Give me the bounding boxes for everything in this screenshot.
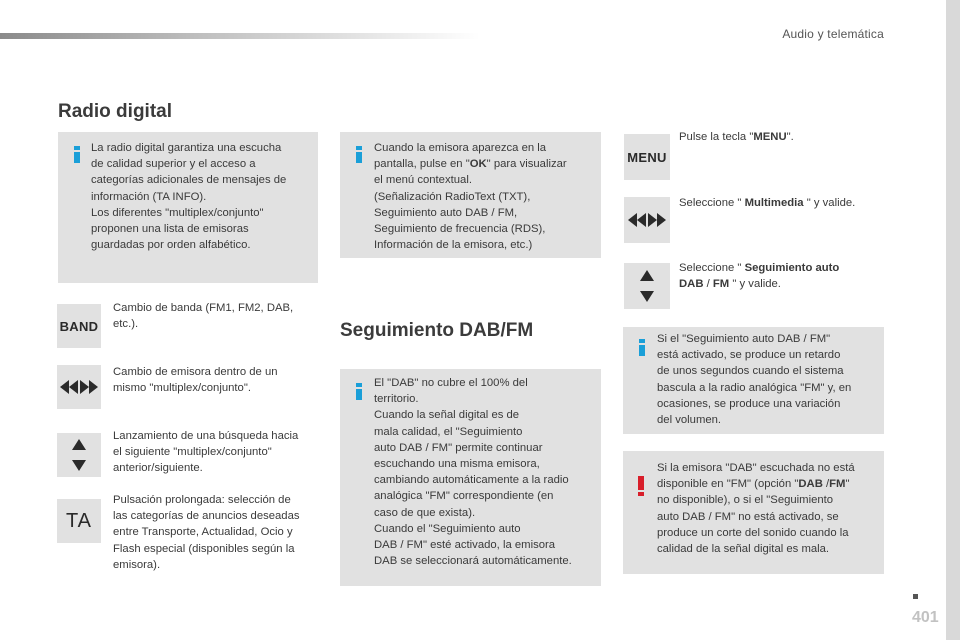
menu-label: MENU xyxy=(627,149,667,165)
band-label: BAND xyxy=(59,318,99,334)
info-text: Si el "Seguimiento auto DAB / FM" está activado, se produce un retardo de unos segundos cuando el sistema bascula a la radio analógica "FM" y, en ocasiones, se produce una variación del volumen. xyxy=(657,333,852,427)
info-text: La radio digital garantiza una escucha de calidad superior y el acceso a categorías adicionales de mensajes de información (TA INFO). Los diferentes "multiplex/conjunto" proponen una lista de emisoras guardadas por orden alfabético. xyxy=(91,142,287,252)
up-down-arrows-icon xyxy=(638,268,656,304)
title-seguimiento-dab-fm: Seguimiento DAB/FM xyxy=(340,320,534,341)
band-button[interactable] xyxy=(57,304,101,348)
skip-arrows-icon xyxy=(627,211,667,229)
info-icon xyxy=(356,383,362,400)
info-box-ok-context xyxy=(340,132,601,258)
ta-button[interactable] xyxy=(57,499,101,543)
menu-button[interactable] xyxy=(624,134,670,180)
warning-text: Si la emisora "DAB" escuchada no está disponible en "FM" (opción "DAB /FM" no disponible), o si el "Seguimiento auto DAB / FM" no está activado, se produce un corte del sonido cuando la calidad de la señal digital es mala. xyxy=(657,462,855,556)
warning-icon xyxy=(638,476,644,497)
title-radio-digital: Radio digital xyxy=(58,101,172,122)
seguimiento-select-button[interactable] xyxy=(624,263,670,309)
header-rule xyxy=(0,33,480,39)
page-number: 401 xyxy=(912,609,939,626)
ta-description: Pulsación prolongada: selección de las categorías de anuncios deseadas entre Transporte, Actualidad, Ocio y Flash especial (disponibles según la emisora). xyxy=(113,494,300,571)
info-box-dab-coverage xyxy=(340,369,601,586)
band-description: Cambio de banda (FM1, FM2, DAB, etc.). xyxy=(113,302,294,331)
menu-step: Pulse la tecla "MENU". xyxy=(679,131,794,143)
search-updown-button[interactable] xyxy=(57,433,101,477)
page-marker xyxy=(913,594,918,599)
warning-box-sound-cut xyxy=(623,451,884,574)
info-box-switch-delay xyxy=(623,327,884,434)
info-box-radio-digital xyxy=(58,132,318,283)
seek-description: Cambio de emisora dentro de un mismo "multiplex/conjunto". xyxy=(113,366,278,395)
info-text: El "DAB" no cubre el 100% del territorio. Cuando la señal digital es de mala calidad, el "Seguimiento auto DAB / FM" permite continuar escuchando una misma emisora, cambiando automáticamente a la radio analógica "FM" correspondiente (en caso de que exista). Cuando el "Seguimiento auto DAB / FM" esté activado, la emisora DAB se seleccionará automáticamente. xyxy=(374,377,572,568)
section-header: Audio y telemática xyxy=(782,27,884,41)
multimedia-step: Seleccione " Multimedia " y valide. xyxy=(679,197,856,209)
seguimiento-step: Seleccione " Seguimiento auto DAB / FM " y valide. xyxy=(679,262,840,291)
seek-button[interactable] xyxy=(57,365,101,409)
info-text: Cuando la emisora aparezca en la pantalla, pulse en "OK" para visualizar el menú contextual. (Señalización RadioText (TXT), Seguimiento auto DAB / FM, Seguimiento de frecuencia (RDS), Información de la emisora, etc.) xyxy=(374,142,567,252)
page-edge-strip xyxy=(946,0,960,640)
multimedia-select-button[interactable] xyxy=(624,197,670,243)
info-icon xyxy=(356,146,362,163)
search-description: Lanzamiento de una búsqueda hacia el siguiente "multiplex/conjunto" anterior/siguiente. xyxy=(113,430,299,475)
up-down-arrows-icon xyxy=(70,437,88,473)
skip-arrows-icon xyxy=(59,378,99,396)
ta-label: TA xyxy=(65,509,93,532)
info-icon xyxy=(639,339,645,356)
info-icon xyxy=(74,146,80,163)
